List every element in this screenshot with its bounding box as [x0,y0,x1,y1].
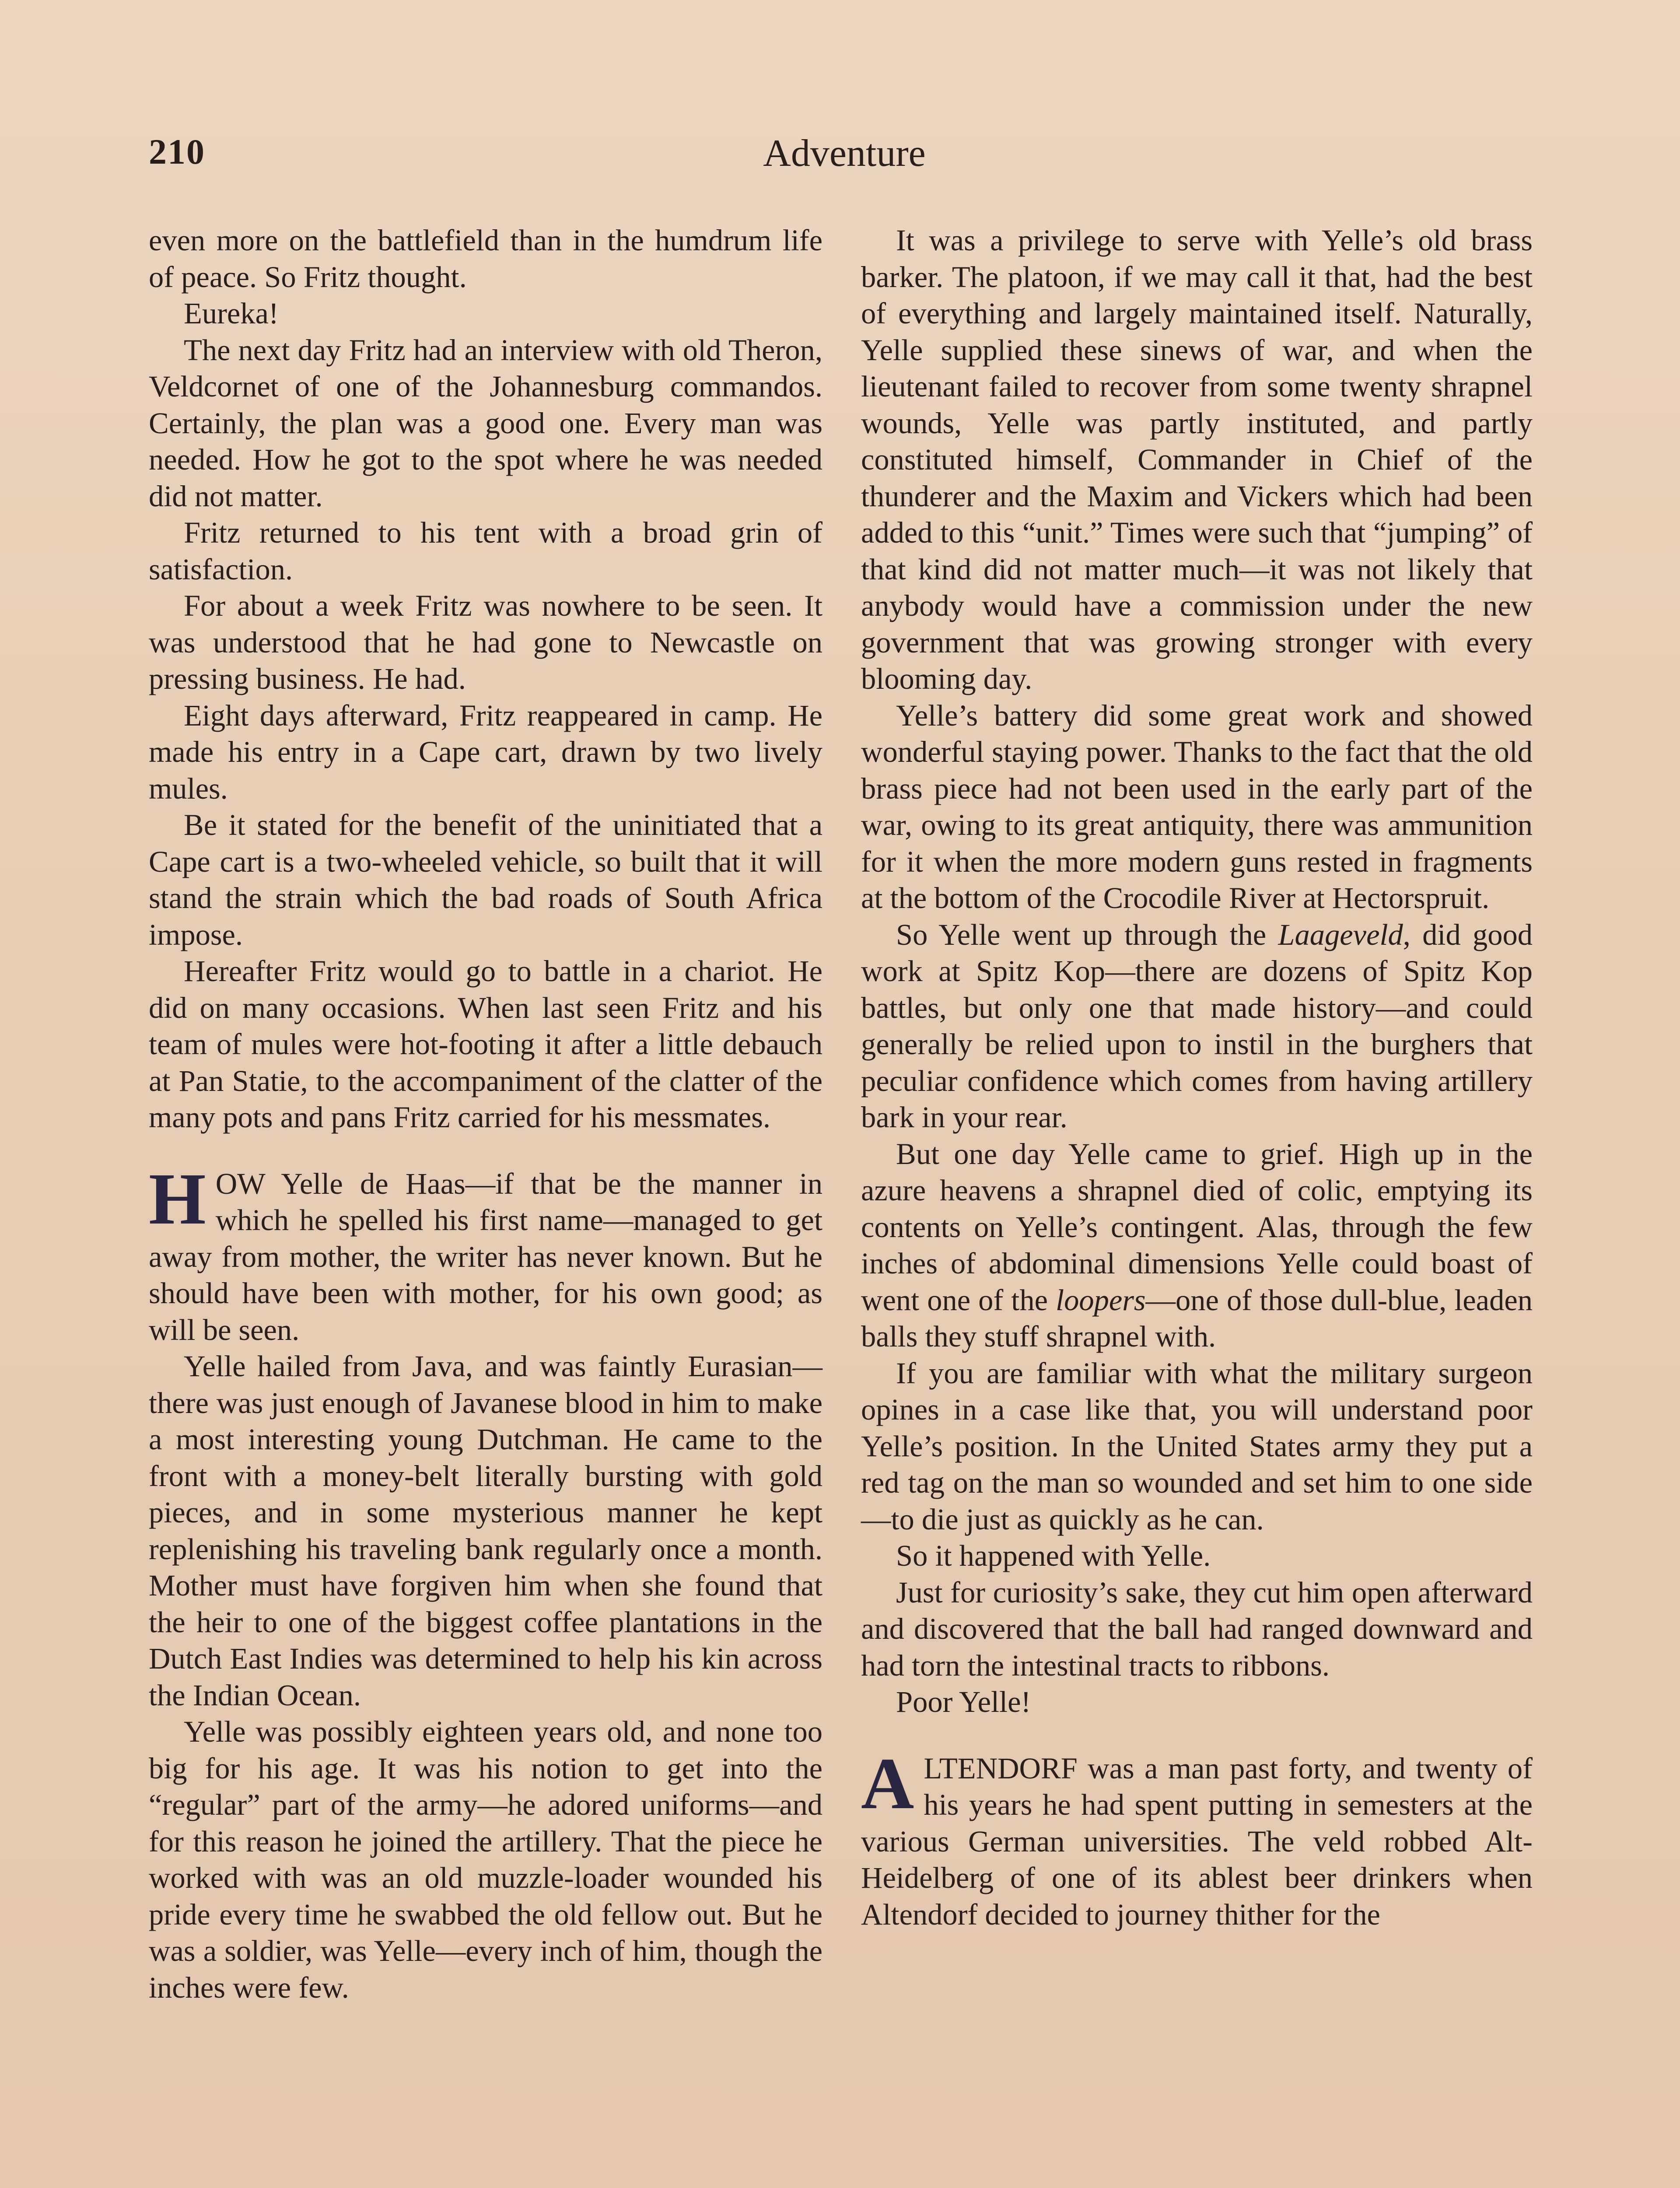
section-opening-text: LTENDORF was a man past forty, and twenty of his years he had spent putting in semesters at the various German universities. The veld robbed Alt-Heidelberg of one of its ablest beer drinkers when Altendorf decided to journey thither for the [861,1751,1533,1931]
paragraph: Hereafter Fritz would go to battle in a chariot. He did on many occasions. When last seen Fritz and his team of mules were hot-footing it after a little debauch at Pan Statie, to the accompaniment of the clatter of the many pots and pans Fritz carried for his messmates. [149,954,822,1134]
text-run: —one of those dull-blue, leaden balls they stuff shrapnel with. [861,1283,1533,1353]
section-opening-text: OW Yelle de Haas—if that be the manner in which he spelled his first name—managed to get away from mother, the writer has never known. But he should have been with mother, for his own good; as will be seen. [149,1167,822,1346]
paragraph: So it happened with Yelle. [896,1539,1211,1572]
paragraph: The next day Fritz had an interview with old Theron, Veldcornet of one of the Johannesburg commandos. Certainly, the plan was a good one. Every man was needed. How he got to the spot where he was needed did not matter. [149,333,822,513]
paragraph: Yelle hailed from Java, and was faintly Eurasian—there was just enough of Javanese blood in him to make a most interesting young Dutchman. He came to the front with a money-belt literally bursting with gold pieces, and in some mysterious manner he kept replenishing his traveling bank regularly once a month. Mother must have forgiven him when she found that the heir to one of the biggest coffee plantations in the Dutch East Indies was determined to help his kin across the Indian Ocean. [149,1350,822,1712]
paragraph: It was a privilege to serve with Yelle’s old brass barker. The platoon, if we may call it that, had the best of everything and largely maintained itself. Naturally, Yelle supplied these sinews of war, and when the lieutenant failed to recover from some twenty shrapnel wounds, Yelle was partly instituted, and partly constituted himself, Commander in Chief of the thunderer and the Maxim and Vickers which had been added to this “unit.” Times were such that “jumping” of that kind did not matter much—it was not likely that anybody would have a commission under the new government that was growing stronger with every blooming day. [861,224,1533,695]
drop-cap: H [149,1158,206,1240]
paragraph: For about a week Fritz was nowhere to be seen. It was understood that he had gone to Newcastle on pressing business. He had. [149,589,822,695]
page-header [149,131,1540,184]
paragraph: Poor Yelle! [896,1685,1031,1718]
text-run: , did good work at Spitz Kop—there are dozens of Spitz Kop battles, but only one that made history—and could generally be relied upon to instil in the burghers that peculiar confidence which comes from having artillery bark in your rear. [861,918,1533,1134]
section-opening-paragraph [149,1158,822,1349]
paragraph: Be it stated for the benefit of the uninitiated that a Cape cart is a two-wheeled vehicle, so built that it will stand the strain which the bad roads of South Africa impose. [149,808,822,951]
paragraph: If you are familiar with what the military surgeon opines in a case like that, you will understand poor Yelle’s position. In the United States army they put a red tag on the man so wounded and set him to one side—to die just as quickly as he can. [861,1356,1533,1536]
paragraph: Yelle was possibly eighteen years old, and none too big for his age. It was his notion to get into the “regular” part of the army—he adored uniforms—and for this reason he joined the artillery. That the piece he worked with was an old muzzle-loader wounded his pride every time he swabbed the old fellow out. But he was a soldier, was Yelle—every inch of him, though the inches were few. [149,1715,822,2004]
paragraph: Eight days afterward, Fritz reappeared in camp. He made his entry in a Cape cart, drawn by two lively mules. [149,698,822,805]
text-run: But one day Yelle came to grief. High up in the azure heavens a shrapnel died of colic, emptying its contents on Yelle’s contingent. Alas, through the few inches of abdominal dimensions Yelle could boast of went one of the [861,1137,1533,1317]
paragraph: Just for curiosity’s sake, they cut him open afterward and discovered that the ball had ranged downward and had torn the intestinal tracts to ribbons. [861,1575,1533,1682]
italic-place-name: Laageveld [1278,918,1403,951]
page-number: 210 [149,132,205,172]
text-run: So Yelle went up through the [896,918,1278,951]
paragraph [861,1136,1533,1355]
paragraph: Eureka! [184,297,279,330]
paragraph: Yelle’s battery did some great work and showed wonderful staying power. Thanks to the fact that the old brass piece had not been used in the early part of the war, owing to its great antiquity, there was ammunition for it when the more modern guns rested in fragments at the bottom of the Crocodile River at Hectorspruit. [861,698,1533,915]
drop-cap: A [861,1743,914,1824]
paragraph [861,917,1533,1136]
paragraph: even more on the battlefield than in the humdrum life of peace. So Fritz thought. [149,224,822,294]
italic-term: loopers [1056,1283,1146,1317]
running-title: Adventure [763,132,926,175]
right-column [861,222,1533,1933]
section-opening-paragraph [861,1743,1533,1933]
left-column [149,222,822,2006]
paragraph: Fritz returned to his tent with a broad grin of satisfaction. [149,516,822,586]
